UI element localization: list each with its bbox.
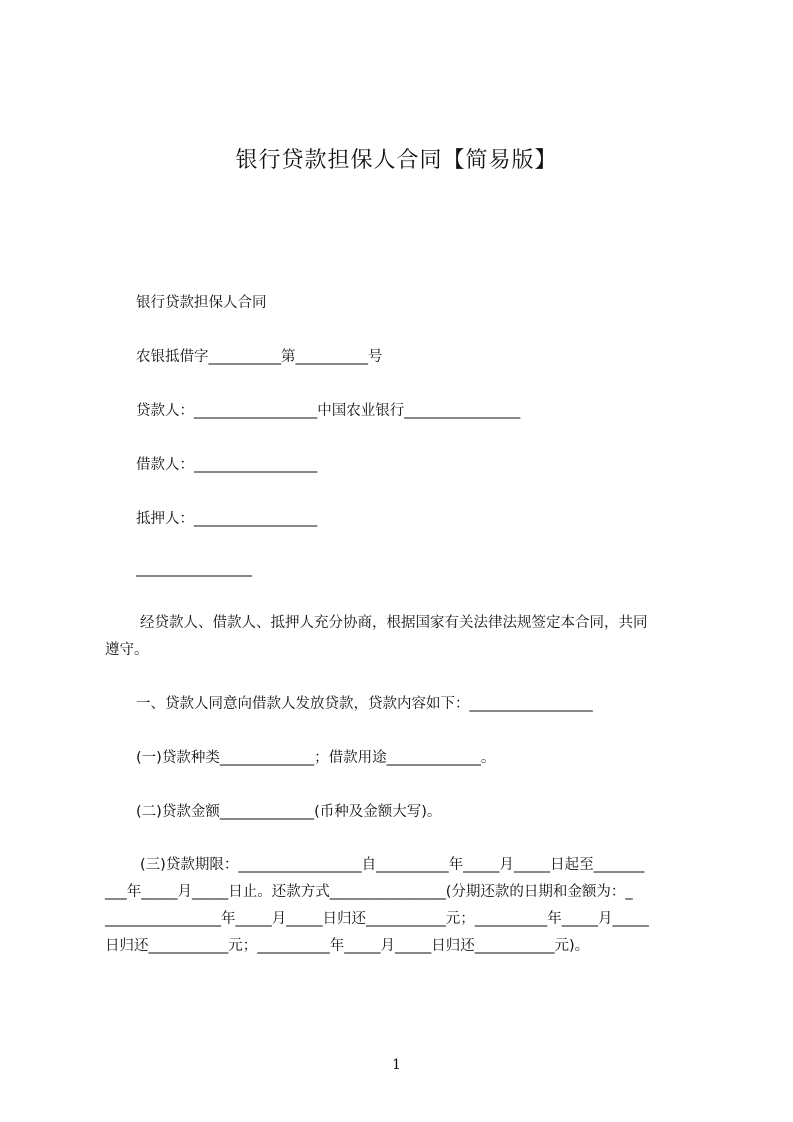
blank-line: ________________: [136, 561, 252, 577]
document-title: 银行贷款担保人合同【简易版】: [235, 148, 558, 173]
intro-paragraph-line-1: 经贷款人、借款人、抵押人充分协商，根据国家有关法律法规签定本合同，共同: [140, 615, 648, 631]
page-number: 1: [392, 1057, 401, 1073]
clause-1-item-3-line-3: ________________年_____月_____日归还___________元；__________年_____月_____: [105, 911, 649, 927]
clause-1-heading: 一、贷款人同意向借款人发放贷款，贷款内容如下：_________________: [136, 696, 593, 712]
clause-1-item-2: (二)贷款金额_____________(币种及金额大写)。: [136, 804, 442, 820]
borrower-line: 借款人：_________________: [136, 457, 318, 473]
contract-heading: 银行贷款担保人合同: [136, 295, 267, 311]
clause-1-item-3-line-4: 日归还___________元；__________年_____月_____日归还___________元)。: [105, 938, 590, 954]
clause-1-item-3-line-1: (三)贷款期限：_________________自__________年_____月_____日起至_______: [140, 857, 645, 873]
intro-paragraph-line-2: 遵守。: [105, 642, 149, 658]
mortgagor-line: 抵押人：_________________: [136, 511, 318, 527]
lender-line: 贷款人：_________________中国农业银行________________: [136, 403, 521, 419]
clause-1-item-1: (一)贷款种类_____________；借款用途_____________。: [136, 750, 496, 766]
clause-1-item-3-line-2: ___年_____月_____日止。还款方式________________(分期还款的日期和金额为：_: [105, 884, 633, 900]
contract-number-line: 农银抵借字__________第__________号: [136, 349, 383, 365]
